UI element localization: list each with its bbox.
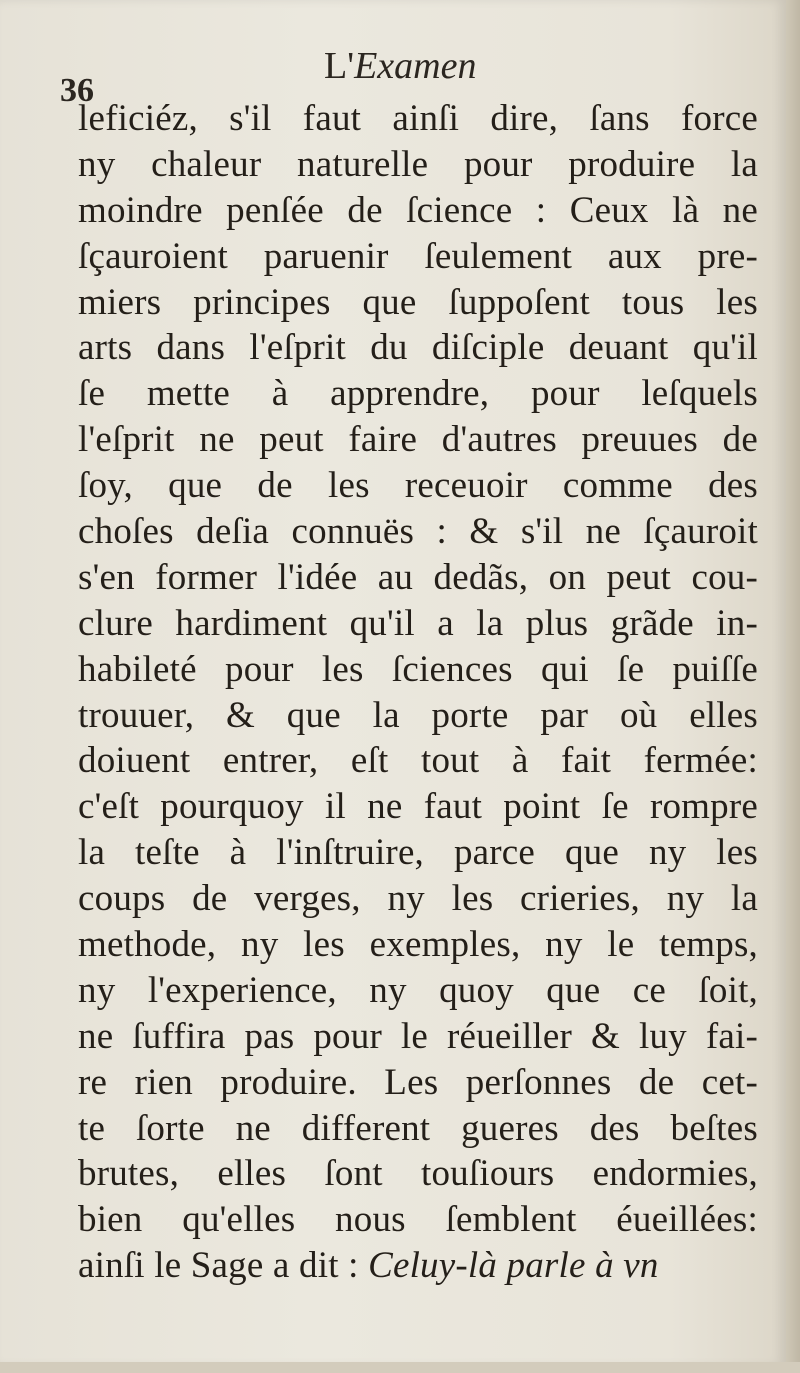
page-number: 36 [60,72,94,109]
body-text [78,96,758,1289]
text-line: moindre penſée de ſcience : Ceux là ne [78,189,758,231]
text-line: ny l'experience, ny quoy que ce ſoit, [78,969,758,1011]
text-line: s'en former l'idée au dedãs, on peut cou- [78,556,758,598]
bottom-edge [0,1362,800,1373]
text-line: ſe mette à apprendre, pour leſquels [78,373,758,415]
text-line: brutes, elles ſont touſiours endormies, [78,1153,758,1195]
text-line: ſçauroient paruenir ſeulement aux pre- [78,235,758,277]
text-line: leficiéz, s'il faut ainſi dire, ſans force [78,98,758,139]
text-line: habileté pour les ſciences qui ſe puiſſe [78,648,758,690]
text-line: miers principes que ſuppoſent tous les [78,281,758,323]
page-edge [786,0,800,1373]
page-header [58,38,758,109]
text-line: ny chaleur naturelle pour produire la [78,143,758,185]
running-head-title: Examen [354,45,477,87]
last-line-roman: ainſi le Sage a dit : [78,1245,369,1287]
text-line: arts dans l'eſprit du diſciple deuant qu'il [78,327,758,369]
quotation-italic: Celuy-là parle à vn [368,1245,659,1287]
running-head [324,44,476,88]
text-line: methode, ny les exemples, ny le temps, [78,924,758,966]
text-line: coups de verges, ny les crieries, ny la [78,878,758,920]
text-line: la teſte à l'inſtruire, parce que ny les [78,832,758,874]
running-head-prefix: L' [324,45,355,87]
text-line: choſes deſia connuës : & s'il ne ſçauroit [78,511,758,553]
text-line: te ſorte ne different gueres des beſtes [78,1107,758,1149]
text-line: bien qu'elles nous ſemblent éueillées: [78,1199,758,1241]
text-line-last [78,1243,758,1289]
text-line: ſoy, que de les receuoir comme des [78,465,758,507]
text-line: clure hardiment qu'il a la plus grãde in- [78,602,758,644]
text-line: re rien produire. Les perſonnes de cet- [78,1061,758,1103]
text-line: trouuer, & que la porte par où elles [78,694,758,736]
text-line: ne ſuffira pas pour le réueiller & luy fai- [78,1015,758,1057]
text-line: doiuent entrer, eſt tout à fait fermée: [78,740,758,782]
text-line: c'eſt pourquoy il ne faut point ſe rompre [78,786,758,828]
text-line: l'eſprit ne peut faire d'autres preuues de [78,419,758,461]
